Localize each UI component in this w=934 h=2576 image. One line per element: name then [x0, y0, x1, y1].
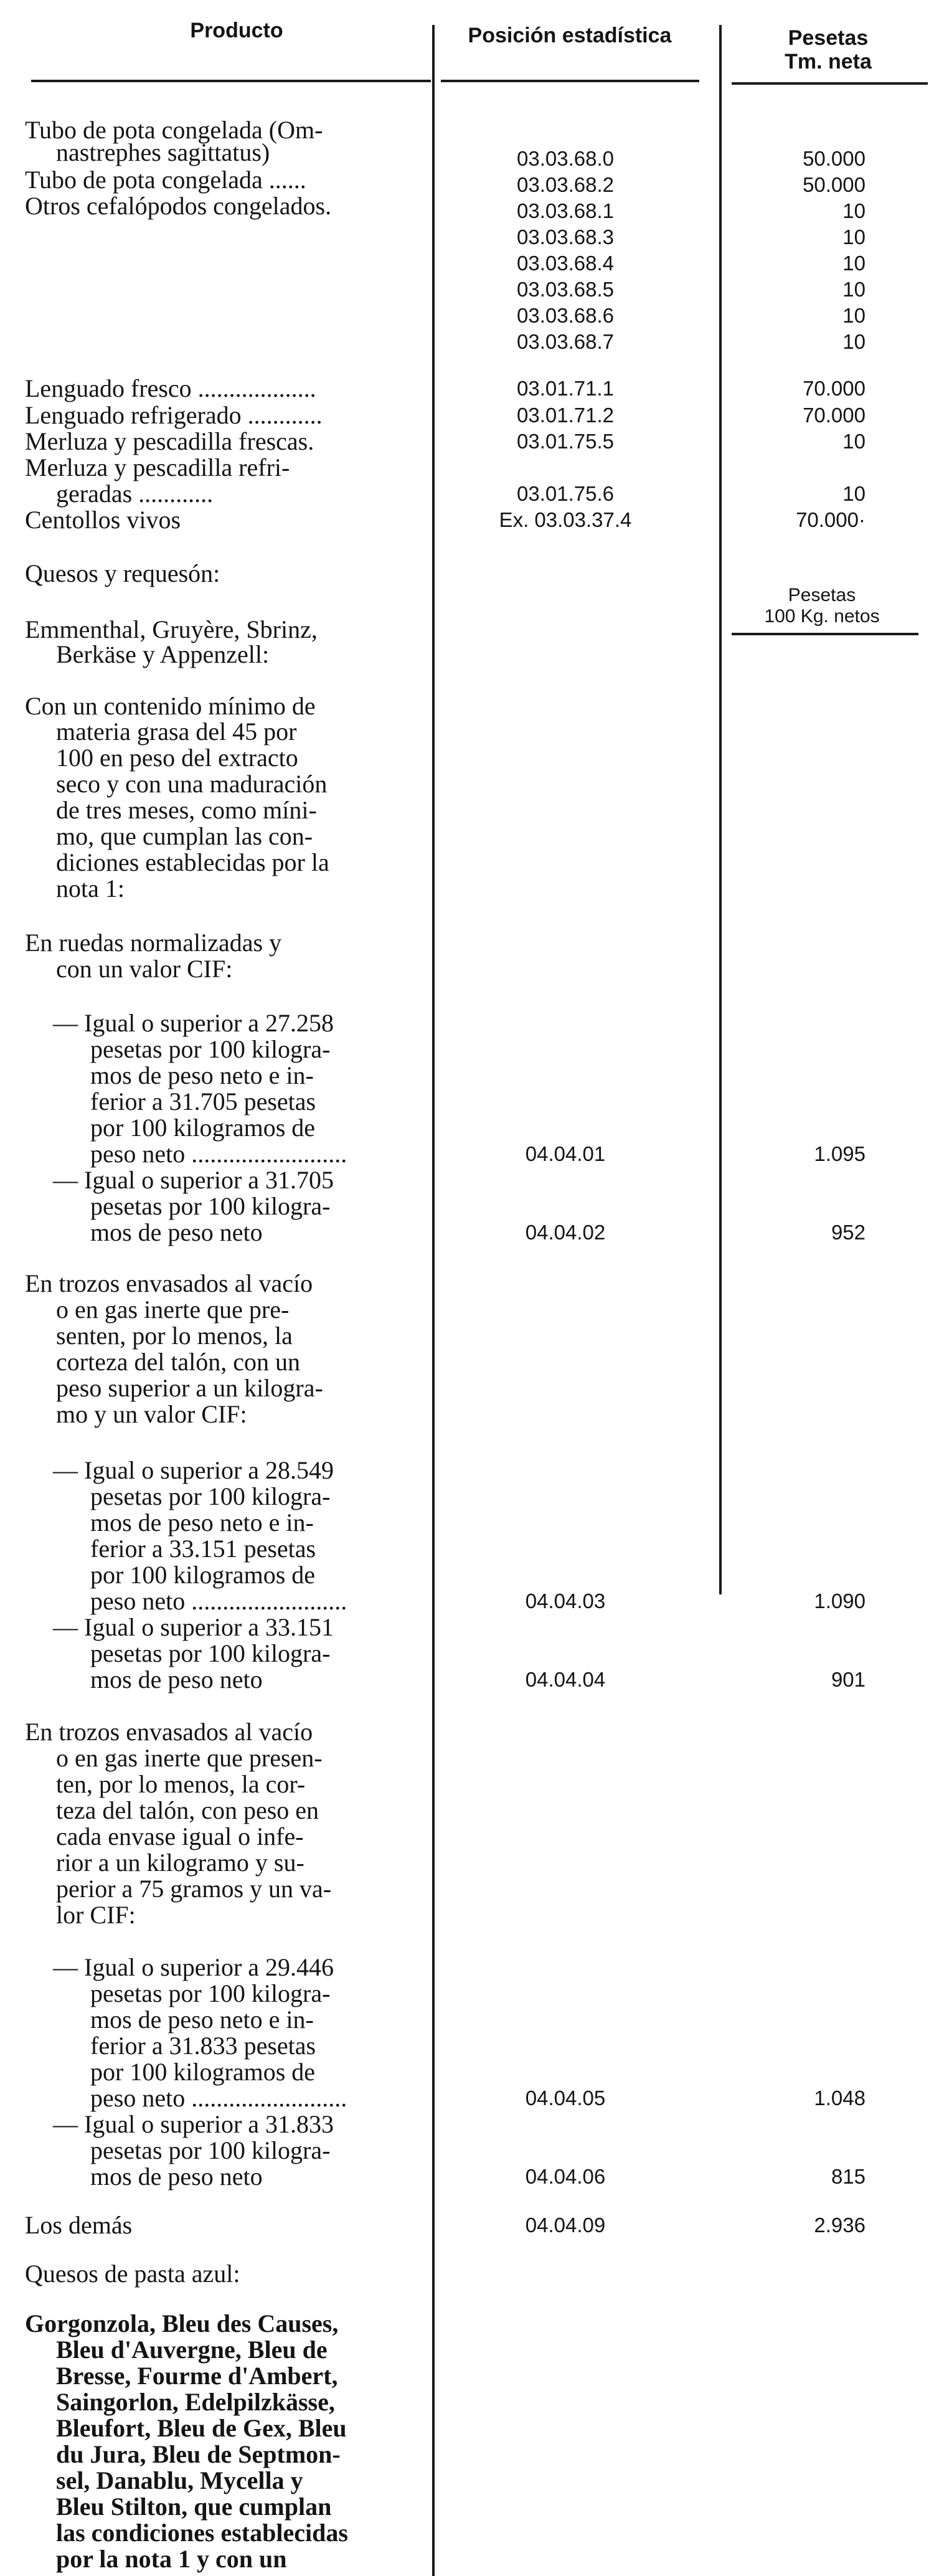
text-line: nastrephes sagittatus) — [56, 138, 270, 166]
text-line: Tubo de pota congelada (Om- — [25, 116, 323, 144]
text-line: Quesos de pasta azul: — [25, 2260, 240, 2288]
text-line: Lenguado fresco ................... — [25, 374, 316, 402]
text-line: ferior a 31.833 pesetas — [90, 2032, 316, 2060]
price-value: 1.095 — [814, 1142, 866, 1165]
text-line: ten, por lo menos, la cor- — [56, 1770, 306, 1798]
statistical-code: 03.01.75.5 — [517, 430, 614, 453]
text-line: lor CIF: — [56, 1901, 136, 1929]
header-price-line2: Tm. neta — [785, 50, 872, 73]
text-line: teza del talón, con peso en — [56, 1796, 319, 1824]
price-value: 10 — [842, 330, 866, 353]
text-line: cada envase igual o infe- — [56, 1822, 304, 1850]
text-line: — Igual o superior a 31.833 — [53, 2110, 334, 2138]
price-value: 1.048 — [814, 2086, 866, 2110]
statistical-code: 03.03.68.1 — [517, 199, 614, 222]
text-line: Lenguado refrigerado ............ — [25, 401, 323, 429]
text-line: — Igual o superior a 31.705 — [53, 1166, 334, 1194]
header-rule-right — [732, 82, 928, 85]
text-line: Los demás — [25, 2211, 133, 2239]
header-price-line1: Pesetas — [788, 26, 869, 50]
text-line: pesetas por 100 kilogra- — [90, 1639, 331, 1667]
text-line: ferior a 31.705 pesetas — [90, 1087, 316, 1115]
text-line: Bleu Stilton, que cumplan — [56, 2493, 332, 2521]
text-line: Bleufort, Bleu de Gex, Bleu — [56, 2414, 347, 2442]
text-line: mos de peso neto e in- — [90, 1508, 314, 1537]
price-value: 952 — [831, 1221, 866, 1244]
text-line: por 100 kilogramos de — [90, 1561, 316, 1589]
text-line: ferior a 33.151 pesetas — [90, 1535, 316, 1563]
unit-heading-rule — [732, 633, 918, 635]
text-line: — Igual o superior a 33.151 — [53, 1613, 334, 1641]
text-line: 100 en peso del extracto — [56, 744, 298, 772]
text-line: nota 1: — [56, 874, 125, 902]
text-line: por 100 kilogramos de — [90, 2058, 316, 2086]
text-line: Merluza y pescadilla refri- — [25, 453, 290, 481]
statistical-code: 04.04.02 — [525, 1221, 606, 1244]
text-line: mos de peso neto — [90, 1665, 263, 1693]
text-line: Centollos vivos — [25, 506, 181, 534]
statistical-code: 03.03.68.3 — [517, 225, 614, 249]
price-value: 1.090 — [814, 1589, 866, 1612]
text-line: o en gas inerte que pre- — [56, 1295, 290, 1324]
statistical-code: 03.03.68.5 — [517, 278, 614, 301]
text-line: pesetas por 100 kilogra- — [90, 1482, 331, 1510]
text-line: sel, Danablu, Mycella y — [56, 2466, 303, 2494]
text-line: Berkäse y Appenzell: — [56, 640, 270, 668]
text-line: geradas ............ — [56, 480, 214, 508]
statistical-code: 03.03.68.2 — [517, 173, 614, 196]
price-value: 10 — [842, 304, 866, 327]
text-line: Quesos y requesón: — [25, 559, 220, 587]
text-line: perior a 75 gramos y un va- — [56, 1875, 332, 1903]
text-line: de tres meses, como míni- — [56, 796, 317, 824]
price-value: 50.000 — [803, 173, 866, 196]
text-line: peso neto ......................... — [90, 1587, 347, 1615]
header-rule-middle — [441, 80, 699, 82]
text-line: Emmenthal, Gruyère, Sbrinz, — [25, 615, 318, 643]
price-value: 10 — [842, 278, 866, 301]
price-value: 70.000 — [803, 377, 866, 400]
statistical-code: 03.03.68.4 — [517, 252, 614, 275]
text-line: peso neto ......................... — [90, 1140, 347, 1168]
text-line: du Jura, Bleu de Septmon- — [56, 2440, 341, 2468]
text-line: — Igual o superior a 28.549 — [53, 1456, 334, 1484]
text-line: rior a un kilogramo y su- — [56, 1849, 304, 1877]
text-line: por la nota 1 y con un — [56, 2545, 287, 2573]
price-value: 10 — [842, 199, 866, 222]
column-divider-1 — [432, 25, 435, 2576]
text-line: En trozos envasados al vacío — [25, 1269, 313, 1297]
text-line: Bresse, Fourme d'Ambert, — [56, 2362, 338, 2390]
text-line: por 100 kilogramos de — [90, 1114, 316, 1142]
statistical-code: 04.04.09 — [525, 2214, 606, 2237]
text-line: mos de peso neto e in- — [90, 1061, 314, 1089]
price-value: 2.936 — [814, 2214, 866, 2237]
text-line: En trozos envasados al vacío — [25, 1718, 313, 1746]
text-line: mos de peso neto — [90, 2162, 263, 2190]
price-value: 70.000 — [803, 404, 866, 427]
text-line: diciones establecidas por la — [56, 848, 329, 876]
text-line: con un valor CIF: — [56, 955, 233, 983]
statistical-code: 04.04.06 — [525, 2165, 606, 2188]
statistical-code: 03.03.68.0 — [517, 147, 614, 170]
statistical-code: Ex. 03.03.37.4 — [499, 508, 632, 531]
statistical-code: 03.03.68.6 — [517, 304, 614, 327]
statistical-code: 03.01.71.2 — [517, 404, 614, 427]
text-line: o en gas inerte que presen- — [56, 1744, 323, 1772]
statistical-code: 04.04.01 — [525, 1142, 606, 1165]
text-line: Otros cefalópodos congelados. — [25, 192, 332, 220]
header-position: Posición estadística — [468, 24, 672, 47]
price-value: 815 — [831, 2165, 866, 2188]
text-line: seco y con una maduración — [56, 770, 328, 798]
unit-heading-line2: 100 Kg. netos — [764, 606, 880, 627]
text-line: Bleu d'Auvergne, Bleu de — [56, 2336, 328, 2364]
text-line: mos de peso neto — [90, 1218, 263, 1246]
text-line: Merluza y pescadilla frescas. — [25, 427, 314, 455]
text-line: las condiciones establecidas — [56, 2519, 348, 2547]
text-line: Tubo de pota congelada ...... — [25, 166, 306, 194]
price-value: 70.000· — [796, 508, 866, 531]
text-line: corteza del talón, con un — [56, 1348, 301, 1376]
text-line: pesetas por 100 kilogra- — [90, 2136, 331, 2164]
text-line: pesetas por 100 kilogra- — [90, 1035, 331, 1063]
statistical-code: 04.04.03 — [525, 1589, 606, 1612]
text-line: mo, que cumplan las con- — [56, 822, 313, 850]
text-line: Con un contenido mínimo de — [25, 692, 316, 720]
price-value: 10 — [842, 430, 866, 453]
statistical-code: 03.01.71.1 — [517, 377, 614, 400]
statistical-code: 03.01.75.6 — [517, 482, 614, 505]
text-line: — Igual o superior a 27.258 — [53, 1009, 334, 1037]
price-value: 10 — [842, 252, 866, 275]
header-product: Producto — [190, 19, 283, 42]
text-line: materia grasa del 45 por — [56, 717, 297, 746]
price-value: 901 — [831, 1668, 866, 1691]
statistical-code: 03.03.68.7 — [517, 330, 614, 353]
unit-heading-line1: Pesetas — [788, 585, 856, 605]
text-line: mo y un valor CIF: — [56, 1400, 247, 1428]
text-line: peso superior a un kilogra- — [56, 1374, 323, 1402]
text-line: peso neto ......................... — [90, 2084, 347, 2112]
statistical-code: 04.04.04 — [525, 1668, 606, 1691]
header-rule-left — [31, 80, 431, 82]
price-value: 50.000 — [803, 147, 866, 170]
text-line: En ruedas normalizadas y — [25, 929, 282, 957]
price-value: 10 — [842, 225, 866, 249]
text-line: Saingorlon, Edelpilzkässe, — [56, 2388, 335, 2416]
text-line: Gorgonzola, Bleu des Causes, — [25, 2309, 339, 2337]
text-line: pesetas por 100 kilogra- — [90, 1979, 331, 2007]
statistical-code: 04.04.05 — [525, 2086, 606, 2110]
text-line: senten, por lo menos, la — [56, 1322, 293, 1350]
text-line: — Igual o superior a 29.446 — [53, 1953, 334, 1981]
text-line: pesetas por 100 kilogra- — [90, 1192, 331, 1220]
text-line: mos de peso neto e in- — [90, 2005, 314, 2034]
price-value: 10 — [842, 482, 866, 505]
